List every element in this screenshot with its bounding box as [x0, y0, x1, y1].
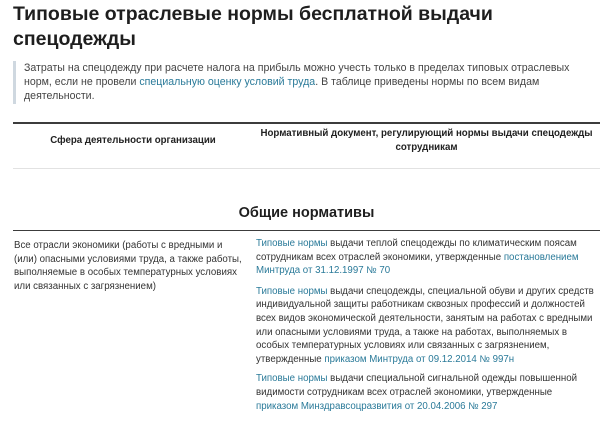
standard-norms-link[interactable]: Типовые нормы [256, 373, 328, 385]
document-text: выдачи спецодежды, специальной обуви и других средств индивидуальной защиты работникам сквозных профессий и должностей всех видов экономической деятельности, занятым на работах с вредными или опасными условиями труда, а также на работах, выполняемых в особых температурных условиях или связанных с загрязнением, утвержденные [256, 285, 594, 365]
document-text: выдачи специальной сигнальной одежды повышенной видимости сотрудникам всех отраслей экономики, утвержденные [256, 373, 577, 398]
document-cell [256, 237, 596, 413]
header-document: Нормативный документ, регулирующий нормы выдачи спецодежды сотрудникам [260, 128, 593, 153]
document-item [256, 237, 596, 278]
scope-cell: Все отрасли экономики (работы с вредными и (или) опасными условиями труда, а также работы, выполняемые в особых температурных условиях или связанных с загрязнением) [14, 240, 242, 292]
document-text: выдачи теплой спецодежды по климатическим поясам сотрудникам всех отраслей экономики, утвержденные [256, 238, 577, 263]
intro-note [13, 61, 583, 104]
document-item [256, 372, 596, 413]
section-title: Общие нормативы [238, 205, 375, 221]
table-header-row [13, 124, 600, 168]
order-link[interactable]: приказом Минтруда от 09.12.2014 № 997н [324, 353, 515, 365]
special-assessment-link[interactable]: специальную оценку условий труда [139, 76, 316, 88]
page-title: Типовые отраслевые нормы бесплатной выдачи спецодежды [13, 3, 493, 50]
note-text: Затраты на спецодежду при расчете налога на прибыль можно учесть только в пределах типовых отраслевых норм, если не провели [24, 62, 570, 88]
resolution-link[interactable]: постановлением Минтруда от 31.12.1997 № 70 [256, 251, 579, 277]
header-scope: Сфера деятельности организации [50, 135, 216, 146]
order-link[interactable]: приказом Минздравсоцразвития от 20.04.2006 № 297 [256, 400, 498, 412]
table-header-divider [13, 168, 600, 169]
section-rule [13, 230, 600, 231]
standard-norms-link[interactable]: Типовые нормы [256, 238, 328, 249]
standard-norms-link[interactable]: Типовые нормы [256, 285, 328, 297]
note-text-end: . В таблице приведены нормы по всем видам деятельности. [24, 76, 540, 102]
document-item [256, 285, 596, 367]
